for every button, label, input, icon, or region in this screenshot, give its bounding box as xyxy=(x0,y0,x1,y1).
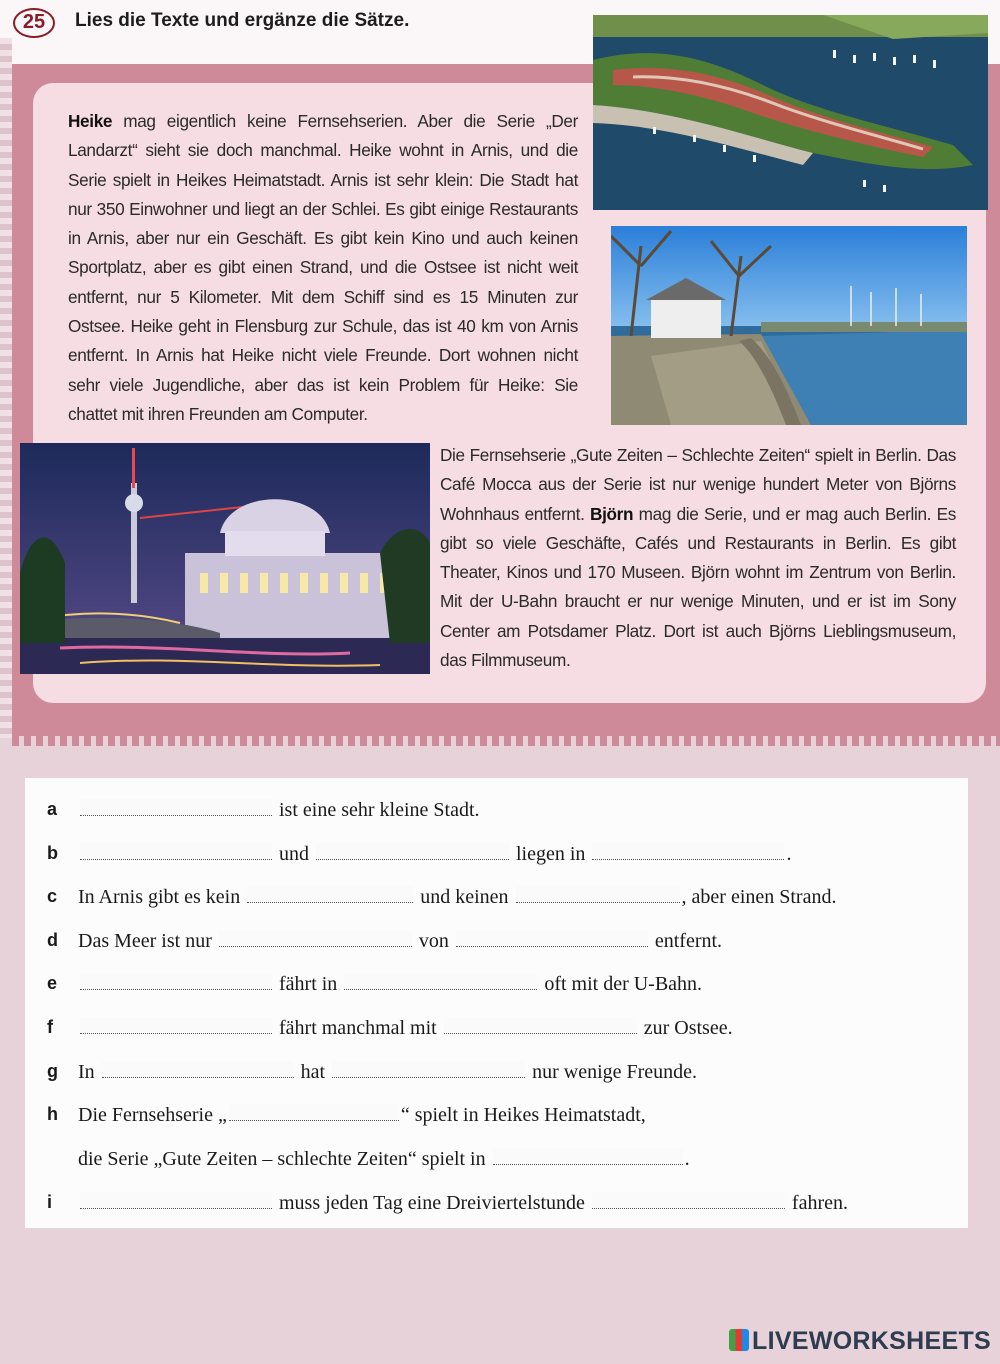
answer-gap-b1[interactable] xyxy=(80,843,272,860)
exercise-row-h-continued xyxy=(25,1142,968,1178)
exercise-row-f xyxy=(25,1011,968,1047)
decorative-border xyxy=(0,38,12,738)
exercise-letter: e xyxy=(47,973,58,993)
exercise-row-c xyxy=(25,880,968,916)
sentence-text: fährt manchmal mit xyxy=(279,1017,437,1039)
text-bjoern-before: Die Fernsehserie „Gute Zeiten – Schlechte Zeiten“ spielt in Berlin. Das Café Mocca aus der Serie ist nur wenige hundert Meter von Björns Wohnhaus entfernt. xyxy=(440,445,956,524)
exercise-row-g xyxy=(25,1055,968,1091)
exercise-letter: b xyxy=(47,843,58,863)
sentence-text: Das Meer ist nur xyxy=(78,930,212,952)
text-heike-body: mag eigentlich keine Fernsehserien. Aber die Serie „Der Landarzt“ sieht sie doch manchmal. Heike wohnt in Arnis, und die Serie spielt in Heikes Heimatstadt. Arnis ist sehr klein: Die Stadt hat nur 350 Einwohner und liegt an der Schlei. Es gibt einige Restaurants in Arnis, aber nur ein Geschäft. Es gibt kein Kino und auch keinen Sportplatz, aber es gibt einen Strand, und die Ostsee ist nicht weit entfernt, nur 5 Kilometer. Mit dem Schiff sind es 15 Minuten zur Ostsee. Heike geht in Flensburg zur Schule, das ist 40 km von Arnis entfernt. In Arnis hat Heike nicht viele Freunde. Dort wohnen nicht sehr viele Jugendliche, aber das ist kein Problem für Heike: Sie chattet mit ihren Freunden am Computer. xyxy=(68,111,578,424)
sentence-text: und xyxy=(279,843,309,865)
answer-gap-f2[interactable] xyxy=(444,1017,637,1034)
exercise-letter: a xyxy=(47,799,58,819)
answer-gap-f1[interactable] xyxy=(80,1017,272,1034)
sentence-text: “ spielt in Heikes Heimatstadt, xyxy=(400,1104,646,1126)
answer-gap-b2[interactable] xyxy=(316,843,509,860)
answer-gap-h1[interactable] xyxy=(229,1104,399,1121)
sentence-text: oft mit der U-Bahn. xyxy=(544,973,703,995)
answer-gap-g1[interactable] xyxy=(102,1061,294,1078)
liveworksheets-logo-icon xyxy=(729,1329,749,1351)
exercise-row-i xyxy=(25,1186,968,1222)
sentence-text: muss jeden Tag eine Dreiviertelstunde xyxy=(279,1192,585,1214)
exercise-card xyxy=(25,778,968,1228)
answer-gap-e2[interactable] xyxy=(344,973,537,990)
exercise-row-b xyxy=(25,837,968,873)
sentence-text: nur wenige Freunde. xyxy=(532,1061,698,1083)
answer-gap-i2[interactable] xyxy=(592,1192,785,1209)
answer-gap-i1[interactable] xyxy=(80,1192,272,1209)
sentence-text: ist eine sehr kleine Stadt. xyxy=(279,799,480,821)
exercise-letter: i xyxy=(47,1192,53,1212)
name-bjoern: Björn xyxy=(590,503,634,524)
sentence-text: In Arnis gibt es kein xyxy=(78,886,241,908)
sentence-text: Die Fernsehserie „ xyxy=(78,1104,227,1126)
liveworksheets-watermark[interactable] xyxy=(729,1327,991,1356)
exercise-letter: d xyxy=(47,930,58,950)
sentence-text: von xyxy=(418,930,449,952)
sentence-text: In xyxy=(78,1061,95,1083)
sentence-text: fährt in xyxy=(279,973,338,995)
answer-gap-e1[interactable] xyxy=(80,973,272,990)
photo-arnis-aerial xyxy=(593,15,988,210)
sentence-text: und keinen xyxy=(420,886,509,908)
name-heike: Heike xyxy=(68,111,113,131)
watermark-text: LIVEWORKSHEETS xyxy=(752,1327,991,1355)
text-bjoern-after: mag die Serie, und er mag auch Berlin. Es gibt so viele Geschäfte, Cafés und Restaurants in Berlin. Es gibt Theater, Kinos und 170 Museen. Björn wohnt im Zentrum von Berlin. Mit der U-Bahn braucht er nur wenige Minuten, und er ist im Sony Center am Potsdamer Platz. Dort ist auch Björns Lieblingsmuseum, das Filmmuseum. xyxy=(440,503,956,671)
answer-gap-d1[interactable] xyxy=(219,930,412,947)
answer-gap-c1[interactable] xyxy=(247,886,413,903)
exercise-letter: h xyxy=(47,1104,58,1124)
sentence-text: , aber einen Strand. xyxy=(681,886,837,908)
answer-gap-a1[interactable] xyxy=(80,799,272,816)
sentence-text: fahren. xyxy=(791,1192,848,1214)
exercise-letter: f xyxy=(47,1017,53,1037)
exercise-instruction: Lies die Texte und ergänze die Sätze. xyxy=(75,10,410,31)
answer-gap-h2[interactable] xyxy=(493,1148,683,1165)
exercise-row-d xyxy=(25,924,968,960)
exercise-row-e xyxy=(25,967,968,1003)
sentence-text: liegen in xyxy=(516,843,586,865)
photo-arnis-shore xyxy=(611,226,967,425)
answer-gap-c2[interactable] xyxy=(516,886,680,903)
text-bjoern xyxy=(440,441,956,675)
answer-gap-d2[interactable] xyxy=(456,930,648,947)
sentence-text: zur Ostsee. xyxy=(643,1017,733,1039)
sentence-text: . xyxy=(684,1148,690,1170)
exercise-number-badge: 25 xyxy=(13,8,55,38)
exercise-letter: c xyxy=(47,886,58,906)
sentence-text: entfernt. xyxy=(654,930,723,952)
exercise-row-h xyxy=(25,1098,968,1134)
exercise-row-a xyxy=(25,793,968,829)
text-heike xyxy=(68,107,578,429)
sentence-text: hat xyxy=(300,1061,326,1083)
photo-berlin-museum xyxy=(20,443,430,674)
answer-gap-b3[interactable] xyxy=(592,843,784,860)
sentence-text: . xyxy=(786,843,792,865)
answer-gap-g2[interactable] xyxy=(332,1061,525,1078)
exercise-letter: g xyxy=(47,1061,58,1081)
sentence-text: die Serie „Gute Zeiten – schlechte Zeiten“ spielt in xyxy=(78,1148,486,1170)
